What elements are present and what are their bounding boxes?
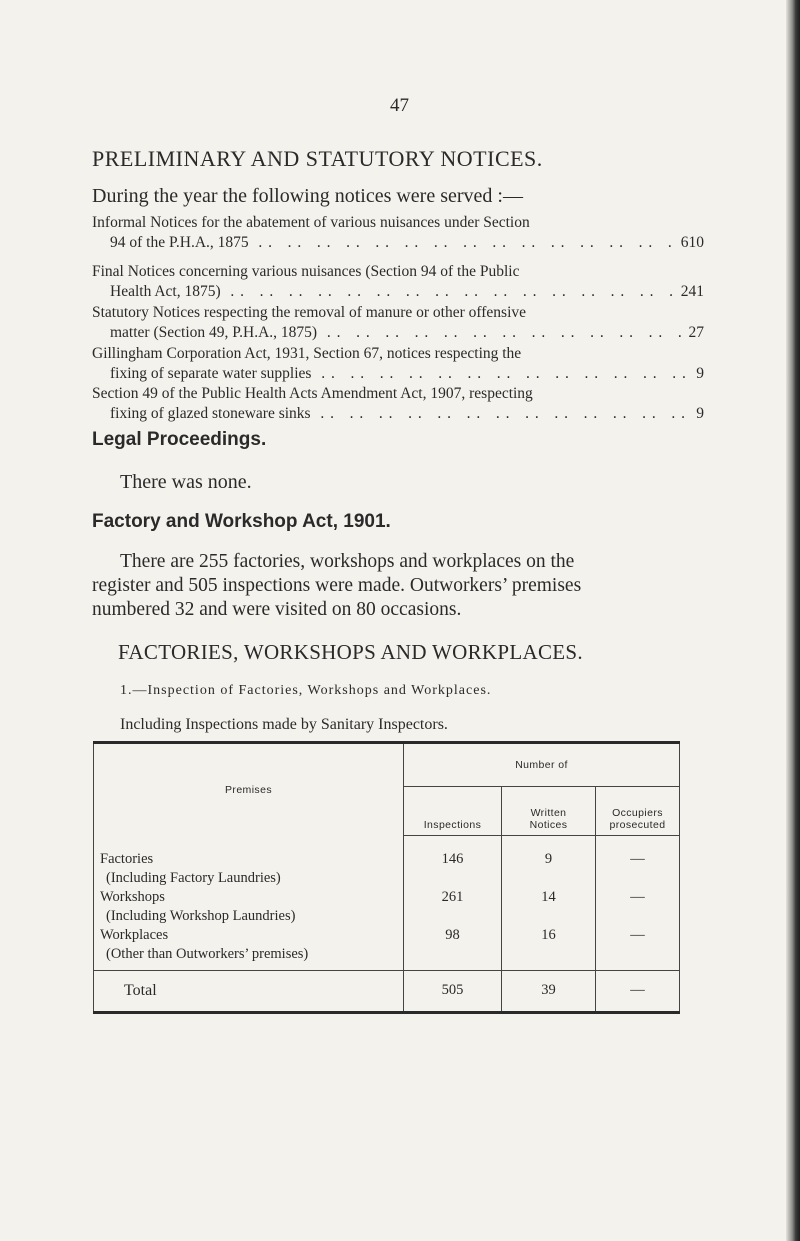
notice-line2: fixing of separate water supplies . . xyxy=(92,364,704,384)
header-written-notices xyxy=(502,787,596,836)
premises-name: Workshops xyxy=(100,888,165,905)
section-subtitle: 1.—Inspection of Factories, Workshops and Workplaces. xyxy=(120,683,492,698)
header-occupiers-prosecuted xyxy=(596,787,680,836)
notice-value: 27 xyxy=(683,323,705,343)
total-label xyxy=(94,970,404,1012)
inspections-table xyxy=(93,741,680,1014)
inspections-value: 146 xyxy=(441,851,464,867)
notice-value: 9 xyxy=(690,404,704,424)
header-number-of: Number of xyxy=(404,743,680,787)
inspections-column xyxy=(404,836,502,971)
notice-line2: 94 of the P.H.A., 1875 . . xyxy=(92,233,704,253)
legal-proceedings-text: There was none. xyxy=(120,471,252,493)
inspections-value: 98 xyxy=(445,927,460,943)
legal-proceedings-heading: Legal Proceedings. xyxy=(92,429,267,450)
page-edge-shadow xyxy=(786,0,800,1241)
table-body-row xyxy=(94,836,680,971)
total-prosecuted: — xyxy=(596,970,680,1012)
notice-item xyxy=(92,344,704,384)
premises-name: Factories xyxy=(100,850,154,867)
premises-name: Workplaces xyxy=(100,926,169,943)
notice-item xyxy=(92,384,704,424)
notice-line1: Section 49 of the Public Health Acts Amendment Act, 1907, respecting xyxy=(92,385,533,402)
notices-value: 9 xyxy=(544,851,553,867)
factory-paragraph-line: numbered 32 and were visited on 80 occasions. xyxy=(92,599,462,620)
notice-value: 610 xyxy=(675,233,704,253)
notice-line1: Final Notices concerning various nuisances (Section 94 of the Public xyxy=(92,263,520,280)
notice-line1: Statutory Notices respecting the removal of manure or other offensive xyxy=(92,304,527,321)
notice-value: 241 xyxy=(675,282,704,302)
page-number: 47 xyxy=(390,95,409,116)
premises-sub: (Including Factory Laundries) xyxy=(106,869,281,886)
inspections-value: 261 xyxy=(441,889,464,905)
notice-line2: fixing of glazed stoneware sinks . . xyxy=(92,404,704,424)
notice-item xyxy=(92,262,704,302)
header-written-line: Notices xyxy=(529,819,568,831)
header-written-line: Written xyxy=(530,807,567,819)
premises-sub: (Other than Outworkers’ premises) xyxy=(106,945,309,962)
factory-paragraph-line: register and 505 inspections were made. Outworkers’ premises xyxy=(92,575,582,596)
prosecuted-value: — xyxy=(630,889,645,905)
notice-value: 9 xyxy=(690,364,704,384)
notice-line2: Health Act, 1875) . . xyxy=(92,282,704,302)
table-total-row xyxy=(94,970,680,1012)
factory-paragraph xyxy=(92,550,712,622)
intro-text: During the year the following notices were served :— xyxy=(92,185,523,207)
notice-line1: Gillingham Corporation Act, 1931, Section 67, notices respecting the xyxy=(92,345,522,362)
premises-sub: (Including Workshop Laundries) xyxy=(106,907,296,924)
notices-column xyxy=(502,836,596,971)
header-occupiers-line: prosecuted xyxy=(609,819,666,831)
total-notices: 39 xyxy=(502,970,596,1012)
table-header-row xyxy=(94,743,680,787)
section-title: FACTORIES, WORKSHOPS AND WORKPLACES. xyxy=(118,640,583,664)
including-note: Including Inspections made by Sanitary Inspectors. xyxy=(120,716,448,733)
prosecuted-value: — xyxy=(630,927,645,943)
notice-item xyxy=(92,213,704,253)
notice-item xyxy=(92,303,704,343)
page-title: PRELIMINARY AND STATUTORY NOTICES. xyxy=(92,146,543,171)
notices-value: 14 xyxy=(541,889,556,905)
header-inspections: Inspections xyxy=(404,787,502,836)
total-label-text: Total xyxy=(124,981,157,999)
header-premises: Premises xyxy=(94,743,404,836)
factory-paragraph-line: There are 255 factories, workshops and workplaces on the xyxy=(120,551,575,572)
prosecuted-column xyxy=(596,836,680,971)
prosecuted-value: — xyxy=(630,851,645,867)
premises-cell xyxy=(94,836,404,971)
notice-line2: matter (Section 49, P.H.A., 1875) . . xyxy=(92,323,704,343)
factory-act-heading: Factory and Workshop Act, 1901. xyxy=(92,511,391,532)
notice-line1: Informal Notices for the abatement of various nuisances under Section xyxy=(92,214,530,231)
header-occupiers-line: Occupiers xyxy=(612,807,663,819)
notices-value: 16 xyxy=(541,927,556,943)
total-inspections: 505 xyxy=(404,970,502,1012)
